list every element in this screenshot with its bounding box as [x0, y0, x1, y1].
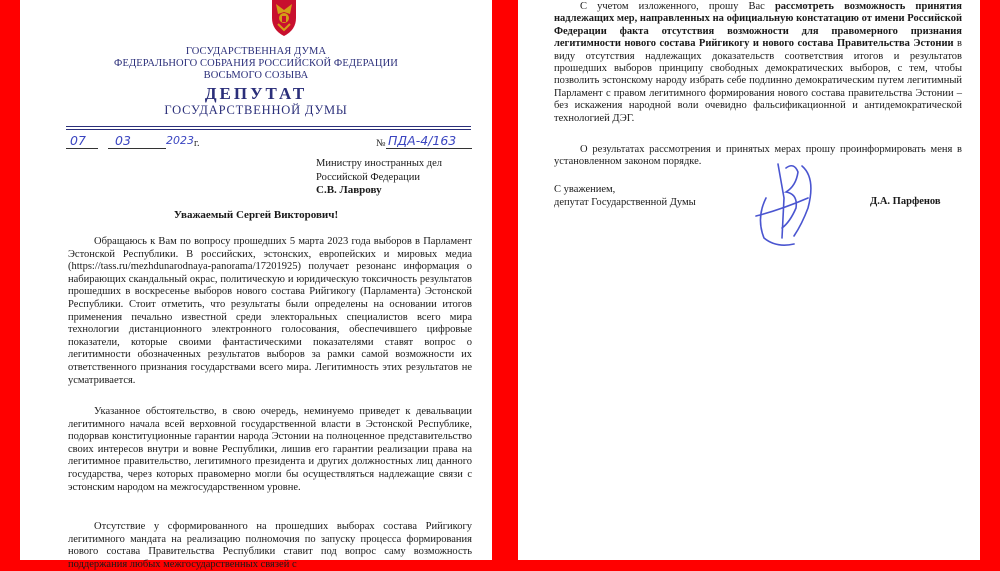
letterhead-rule [66, 126, 471, 127]
reg-number: ПДА-4/163 [388, 133, 457, 148]
date-underline [66, 148, 98, 149]
addressee-line-2: Российской Федерации [316, 171, 420, 183]
date-day: 07 [70, 133, 86, 148]
paragraph-text: Указанное обстоятельство, в свою очередь, неминуемо приведет к девальвации легитимного начала всей верховной государственной власти в Эстонской Республике, подорвав конституционные гарантии народа Эстонии на полноценное представительство своих интересов внутри и вовне Республики, лишив его гарантии реализации права на легитимное правительство, легитимного президента и других должностных лиц данного государства, через которых правомерно могли бы осуществляться надлежащие связи с эстонским народом на межгосударственном уровне. [68, 406, 472, 493]
reg-number-underline [386, 148, 472, 149]
request-intro: С учетом изложенного, прошу Вас [580, 1, 775, 12]
letterhead-line-1: ГОСУДАРСТВЕННАЯ ДУМА [185, 46, 327, 57]
coat-of-arms-icon [262, 0, 306, 36]
addressee-name: С.В. Лаврову [316, 184, 382, 196]
addressee-line-1: Министру иностранных дел [316, 158, 443, 169]
body-paragraph-1 [68, 236, 472, 387]
letter-page-1 [20, 0, 492, 570]
regards-block [554, 183, 696, 209]
letterhead-duma: ГОСУДАРСТВЕННОЙ ДУМЫ [164, 103, 348, 117]
letterhead-line-2: ФЕДЕРАЛЬНОГО СОБРАНИЯ РОССИЙСКОЙ ФЕДЕРАЦИИ [114, 58, 398, 69]
letterhead-rule [66, 129, 471, 130]
paragraph-text: Отсутствие у сформированного на прошедших выборах состава Рийгикогу легитимного мандата на реализацию полномочия по запуску процесса формирования нового состава Правительства Республики ставит под вопрос саму возможность поддержания любых межгосударственных связей с [68, 521, 472, 570]
signer-name: Д.А. Парфенов [870, 196, 941, 207]
body-paragraph-3 [68, 521, 472, 571]
regards-line-1: С уважением, [554, 184, 616, 195]
signature-icon [736, 158, 836, 250]
regards-line-2: депутат Государственной Думы [554, 197, 696, 208]
paragraph-text: Обращаюсь к Вам по вопросу прошедших 5 марта 2023 года выборов в Парламент Эстонской Республики. В российских, эстонских, европейских и мировых медиа (https://tass.ru/mezhdunarodnaya-panorama/17201925) получает резонанс информация о набирающих скандальный окрас, политическую и юридическую токсичность результатов прошедших в воскресенье выборов нового состава Рийгикогу (Парламента) Эстонской Республики. Стоит отметить, что результаты были определены на основании итогов применения печально известной среди электоральных специалистов всего мира технологии дистанционного электронного голосования, обеспечившего цифровые показатели, которые своими фантастическими показателями ставят вопрос о легитимности обозначенных результатов выборов за рамки самой возможности их ответственного признания государствами всего мира. Легитимность этих результатов не усматривается. [68, 236, 472, 386]
body-paragraph-2 [68, 406, 472, 494]
letter-page-2 [518, 0, 980, 560]
date-year: 2023 [166, 134, 194, 147]
salutation: Уважаемый Сергей Викторович! [173, 209, 339, 221]
reg-number-prefix: № [376, 138, 386, 149]
date-underline [108, 148, 166, 149]
addressee-block [316, 157, 486, 198]
letterhead-line-3: ВОСЬМОГО СОЗЫВА [203, 70, 309, 81]
request-rest: в виду отсутствия надлежащих доказательств соответствия итогов и результатов прошедших выборов принципу свободных демократических выборов, с тем, чтобы позволить эстонскому народу избрать себе подлинно демократическим путем легитимный Парламент с правом легитимного формирования нового состава правительства Эстонии – без искажения народной воли очевидно фальсификационной и антидемократической технологией ДЭГ. [554, 38, 962, 124]
letterhead-deputy: ДЕПУТАТ [204, 84, 308, 103]
request-bold: рассмотреть возможность принятия надлежащих мер, направленных на официальную констатацию от имени Российской Федерации факта отсутствия возможности для правомерного признания легитимности нового состава Рийгикогу и нового состава Правительства Эстонии [554, 1, 962, 50]
request-paragraph [554, 1, 962, 125]
paragraph-text: О результатах рассмотрения и принятых мерах прошу проинформировать меня в установленном законом порядке. [554, 144, 962, 168]
date-month: 03 [115, 133, 131, 148]
date-suffix: г. [194, 138, 200, 149]
